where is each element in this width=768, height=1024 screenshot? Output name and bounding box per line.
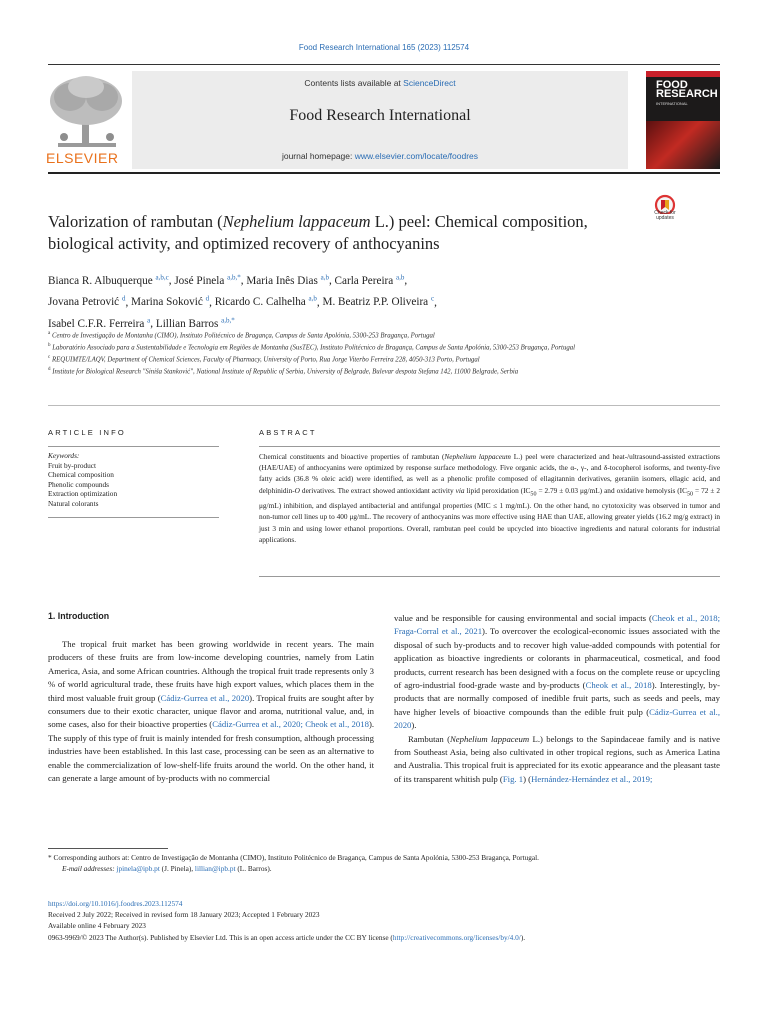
reference-link[interactable]: Cádiz-Gurrea et al., 2020 <box>394 706 720 731</box>
figure-link[interactable]: Fig. 1 <box>502 773 524 784</box>
contents-prefix: Contents lists available at <box>304 78 404 88</box>
email-link[interactable]: jpinela@ipb.pt <box>116 864 160 874</box>
doi-link[interactable]: https://doi.org/10.1016/j.foodres.2023.112574 <box>48 899 183 908</box>
cover-subtitle: INTERNATIONAL <box>656 101 688 106</box>
online-date: Available online 4 February 2023 <box>48 921 146 931</box>
keyword: Natural colorants <box>48 498 99 508</box>
journal-cover-image[interactable] <box>646 71 720 169</box>
received-dates: Received 2 July 2022; Received in revised form 18 January 2023; Accepted 1 February 2023 <box>48 910 320 920</box>
abstract-bottom-rule <box>259 576 720 577</box>
reference-link[interactable]: Cheok et al., 2018; Fraga-Corral et al., 2021 <box>394 613 720 637</box>
license-line: 0963-9969/© 2023 The Author(s). Published by Elsevier Ltd. This is an open access article under the CC BY license (http://creativecommons.org/licenses/by/4.0/). <box>48 932 526 942</box>
reference-link[interactable]: Cádiz-Gurrea et al., 2020; Cheok et al., 2018 <box>212 719 369 730</box>
masthead-top-rule <box>48 64 720 65</box>
keyword: Fruit by-product <box>48 460 97 470</box>
journal-citation-link[interactable]: Food Research International 165 (2023) 112574 <box>298 43 470 52</box>
affiliation: $^d$ Institute for Biological Research "Siniša Stanković", National Institute of Republic of Serbia, University of Belgrade, Bulevar despota Stefana 142, 11000 Belgrade, Serbia <box>48 367 519 376</box>
masthead-bottom-rule <box>48 172 720 174</box>
affiliation: $^c$ REQUIMTE/LAQV, Department of Chemical Sciences, Faculty of Pharmacy, University of Porto, Rua Jorge Viterbo Ferreira 228, 4050-313 Porto, Portugal <box>48 355 480 364</box>
homepage-line <box>132 151 628 161</box>
author-list: Bianca R. Albuquerque $^{a,b,c}$, José Pinela $^{a,b,*}$, Maria Inês Dias $^{a,b}$, Carla Pereira $^{a,b}$, Jovana Petrović $^d$, Marina Soković $^d$, Ricardo C. Calhelha $^{a,b}$, M. Beatriz P.P. Oliveira $^c$, Isabel C.F.R. Ferreira $^a$, Lillian Barros $^{a,b,*}$ <box>48 273 437 331</box>
corresponding-author-note: * Corresponding authors at: Centro de Investigação de Montanha (CIMO), Instituto Politécnico de Bragança, Campus de Santa Apolónia, 5300-253 Bragança, Portugal. <box>48 853 540 862</box>
body-left-column <box>48 638 374 785</box>
affiliations <box>48 329 648 377</box>
author[interactable]: Bianca R. Albuquerque $^{a,b,c}$ <box>48 273 169 287</box>
author[interactable]: Marina Soković $^d$ <box>131 294 210 309</box>
body-right-column <box>394 612 720 786</box>
affiliation-divider <box>48 405 720 406</box>
paragraph: The tropical fruit market has been growing worldwide in recent years. The main producers of these fruits are from low-income developing countries, namely from Latin America, Asia, and some African countries. Although the tropical fruit trade represents only 3 % of world agricultural trade, these fruits have high export values, which places them in the third most valuable fruit group (Cádiz-Gurrea et al., 2020). Tropical fruits are sought after by consumers due to their exotic character, unique flavor and aroma, nutritional value, and, in some cases, also for their bioactive properties (Cádiz-Gurrea et al., 2020; Cheok et al., 2018). The supply of this type of fruit is mainly intended for fresh consumption, although processing industries have been established. In this last case, processing can be seen as an alternative to enable the commercialization of low-shelf-life fruits around the world. On the other hand, it can generate a large amount of by-products with no commercial <box>48 639 375 784</box>
cover-top-bar <box>646 71 720 77</box>
keyword: Chemical composition <box>48 470 114 480</box>
license-link[interactable]: http://creativecommons.org/licenses/by/4.0/ <box>392 932 521 942</box>
keywords-label: Keywords: <box>48 451 80 460</box>
affiliation: $^b$ Laboratório Associado para a Sustentabilidade e Tecnologia em Regiões de Montanha (SusTEC), Instituto Politécnico de Bragança, Campus de Santa Apolónia, 5300-253 Bragança, Portugal <box>48 343 576 352</box>
email-link[interactable]: lillian@ipb.pt <box>194 864 236 874</box>
author[interactable]: Maria Inês Dias $^{a,b}$ <box>246 273 329 287</box>
reference-link[interactable]: Hernández-Hernández et al., 2019; <box>531 773 653 784</box>
introduction-heading: 1. Introduction <box>48 611 110 621</box>
homepage-prefix: journal homepage: <box>281 151 355 161</box>
paragraph: Rambutan (Nephelium lappaceum L.) belongs to the Sapindaceae family and is native from Southeast Asia, being also cultivated in other tropical regions, such as America Latina and Australia. This tropical fruit is appreciated for its exotic appearance and the pleasant taste of its transparent whitish pulp (Fig. 1) (Hernández-Hernández et al., 2019; <box>394 733 720 784</box>
title-species: Nephelium lappaceum <box>222 212 371 231</box>
abstract-rule <box>259 446 720 447</box>
author[interactable]: Jovana Petrović $^d$ <box>48 294 126 309</box>
author[interactable]: José Pinela $^{a,b,*}$ <box>174 273 241 287</box>
author[interactable]: Carla Pereira $^{a,b}$ <box>334 273 405 287</box>
reference-link[interactable]: Cheok et al., 2018 <box>585 680 652 691</box>
keyword: Phenolic compounds <box>48 479 110 489</box>
author[interactable]: Isabel C.F.R. Ferreira $^a$ <box>48 316 151 331</box>
article-info-rule <box>48 446 219 447</box>
check-for-updates-label[interactable]: Check for updates <box>654 210 676 221</box>
keywords-bottom-rule <box>48 517 219 518</box>
publication-info <box>48 898 728 943</box>
article-title <box>48 211 608 255</box>
author[interactable]: Lillian Barros $^{a,b,*}$ <box>155 316 235 331</box>
title-part-2: L.) peel: Chemical composition, biological activity, and optimized recovery of anthocyanins <box>48 212 588 253</box>
affiliation: $^a$ Centro de Investigação de Montanha (CIMO), Instituto Politécnico de Bragança, Campus de Santa Apolónia, 5300-253 Bragança, Portugal <box>48 331 435 340</box>
journal-name: Food Research International <box>289 107 471 124</box>
elsevier-wordmark: ELSEVIER <box>46 150 119 166</box>
author[interactable]: Ricardo C. Calhelha $^{a,b}$ <box>214 294 317 309</box>
paragraph: value and be responsible for causing environmental and social impacts (Cheok et al., 2018; Fraga-Corral et al., 2021). To overcover the ecological-economic issues associated with the disposal of such by-products and to recover high value-added compounds with potential for application as bioactive ingredients or colorants in pharmaceutical, cosmetical, and food products, current research has been designed with a focus on the complete reuse or upcycling of agro-industrial food-grade waste and by-products (Cheok et al., 2018). Interestingly, by-products that are normally composed of inedible fruit parts, such as seeds and peels, may have higher levels of bioactive compounds than the edible fruit pulp (Cádiz-Gurrea et al., 2020). <box>394 613 720 731</box>
abstract-heading: ABSTRACT <box>259 428 317 437</box>
title-part-1: Valorization of rambutan ( <box>48 212 223 231</box>
keyword: Extraction optimization <box>48 489 118 499</box>
footnote-rule <box>48 848 168 849</box>
homepage-link[interactable]: www.elsevier.com/locate/foodres <box>354 151 479 161</box>
article-info-heading: ARTICLE INFO <box>48 428 126 437</box>
abstract-text: Chemical constituents and bioactive properties of rambutan (Nephelium lappaceum L.) peel were characterized and heat-/ultrasound-assisted extractions (HAE/UAE) of anthocyanins were optimized by response surface methodology. Five organic acids, the α-, γ-, and δ-tocopherol isoforms, and twenty-five fatty acids (36.8 % oleic acid) were identified, as well as a phenolic profile composed of ellagitannin derivatives, geraniin isomers, ellagic acid, and delphinidin-O derivatives. The extract showed antioxidant activity via lipid peroxidation ($IC_{50} = 2.79 \pm 0.03$ μg/mL) and oxidative hemolysis ($IC_{50} = 72 \pm 2$ μg/mL) inhibition, and displayed antibacterial and antifungal properties (MIC ≤ 1 mg/mL). On the other hand, no cytotoxicity was observed in tumor and non-tumor cell lines up to 400 μg/mL. The recovery of anthocyanins was more effective using HAE than UAE, allowing greater yields (16.2 mg/g extract) in just 3 min and using lower ethanol proportions. Overall, rambutan peel could be upcycled into bioactive ingredients and natural colorants for industrial applications. <box>259 452 720 544</box>
reference-link[interactable]: Cádiz-Gurrea et al., 2020 <box>160 692 250 703</box>
sciencedirect-link[interactable]: ScienceDirect <box>403 78 456 88</box>
contents-line <box>132 78 628 88</box>
corresponding-footnote <box>48 852 720 875</box>
keywords-block <box>48 451 219 509</box>
cover-title: FOOD RESEARCH <box>656 79 718 100</box>
author[interactable]: M. Beatriz P.P. Oliveira $^c$ <box>322 294 435 309</box>
email-line: E-mail addresses: jpinela@ipb.pt (J. Pinela), lillian@ipb.pt (L. Barros). <box>62 864 272 874</box>
cover-photo <box>646 121 720 169</box>
